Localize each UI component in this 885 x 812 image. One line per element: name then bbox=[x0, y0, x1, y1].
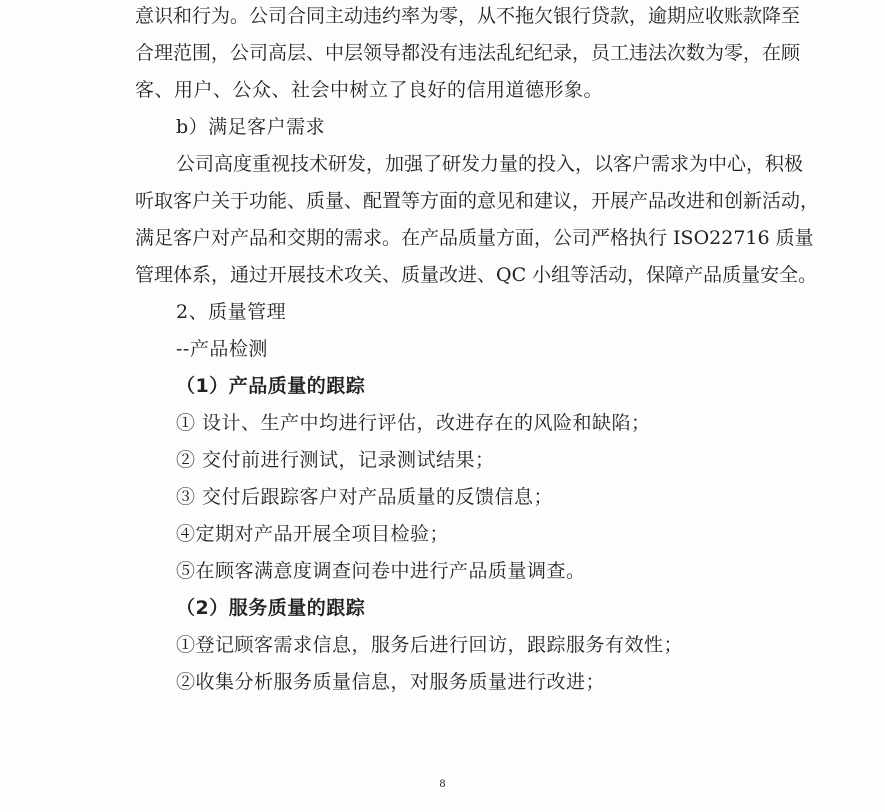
list-item: ① 设计、生产中均进行评估，改进存在的风险和缺陷； bbox=[176, 412, 651, 434]
subsection-title: （2）服务质量的跟踪 bbox=[176, 597, 366, 619]
paragraph-line: 合理范围，公司高层、中层领导都没有违法乱纪纪录，员工违法次数为零，在顾 bbox=[135, 42, 801, 64]
paragraph-line: 意识和行为。公司合同主动违约率为零，从不拖欠银行贷款，逾期应收账款降至 bbox=[135, 5, 801, 27]
page-number: 8 bbox=[439, 776, 446, 790]
paragraph-line: 听取客户关于功能、质量、配置等方面的意见和建议，开展产品改进和创新活动， bbox=[135, 190, 820, 212]
paragraph-line: 客、用户、公众、社会中树立了良好的信用道德形象。 bbox=[135, 79, 604, 101]
section-heading: 2、质量管理 bbox=[176, 301, 287, 323]
paragraph-line: 管理体系，通过开展技术攻关、质量改进、QC 小组等活动，保障产品质量安全。 bbox=[135, 264, 818, 286]
list-item: ③ 交付后跟踪客户对产品质量的反馈信息； bbox=[176, 486, 554, 508]
list-item: ②收集分析服务质量信息，对服务质量进行改进； bbox=[176, 671, 606, 693]
paragraph-line: 满足客户对产品和交期的需求。在产品质量方面，公司严格执行 ISO22716 质量 bbox=[135, 227, 814, 249]
list-item: ①登记顾客需求信息，服务后进行回访，跟踪服务有效性； bbox=[176, 634, 684, 656]
list-item: ④定期对产品开展全项目检验； bbox=[176, 523, 450, 545]
subsection-heading: --产品检测 bbox=[176, 338, 268, 360]
paragraph-line: 公司高度重视技术研发，加强了研发力量的投入，以客户需求为中心，积极 bbox=[176, 153, 804, 175]
list-item: ② 交付前进行测试，记录测试结果； bbox=[176, 449, 495, 471]
subsection-title: （1）产品质量的跟踪 bbox=[176, 375, 366, 397]
section-heading: b）满足客户需求 bbox=[176, 116, 326, 138]
list-item: ⑤在顾客满意度调查问卷中进行产品质量调查。 bbox=[176, 560, 586, 582]
